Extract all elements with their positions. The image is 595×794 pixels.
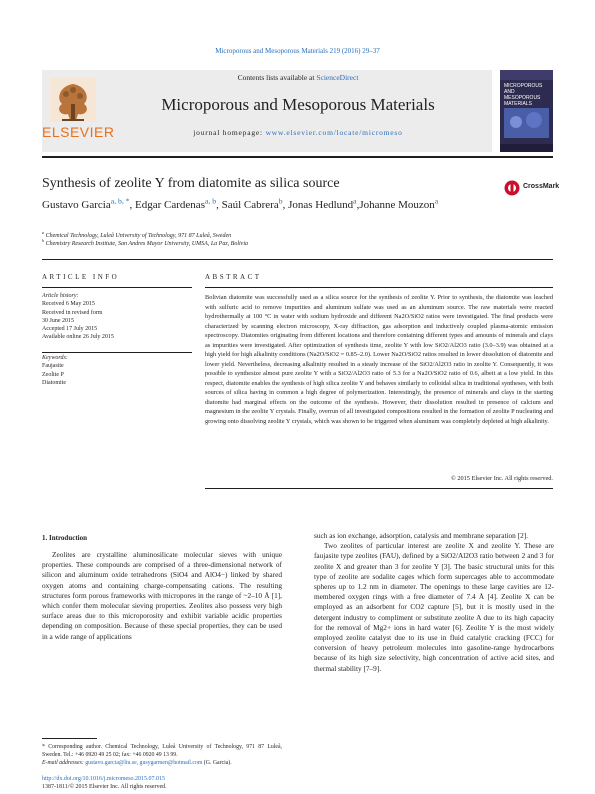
body-paragraph: Two zeolites of particular interest are zeolite X and zeolite Y. These are faujasite type zeolites (FAU), defined by a SiO2/Al2O3 ratio between 2 and 3 for zeolite X and greater than 3 for zeolite Y [3]. The basic structural units for this type of zeolite are sodalite cages which form supercages able to accommodate spheres up to 1.2 nm in diameter. The openings to these large cavities are 12-membered oxygen rings with a free diameter of 7.4 Å [4]. Zeolite X can be employed as an adsorbent for CO2 capture [5], but it is mostly used in the detergent industry to compliment or substitute zeolite A due to its high capacity for the removal of Mg2+ ions in hard water [6]. Zeolite Y is the most widely employed zeolite catalyst due to its use in fluid catalytic cracking (FCC) for conversion of heavy petroleum molecules into gasoline-range hydrocarbons because of its high size selectivity, high concentration of active acid sites, and thermal stability [7–9]. [314, 541, 554, 673]
abstract-end-rule [205, 488, 553, 489]
author-affiliation-mark[interactable]: a, b [204, 196, 217, 206]
homepage-prefix: journal homepage: [193, 128, 266, 137]
author-affiliation-mark[interactable]: a [434, 196, 439, 206]
body-column-right [314, 531, 554, 674]
email-line [42, 759, 282, 767]
history-line: 30 June 2015 [42, 317, 74, 324]
affiliation-text: Chemical Technology, Luleå University of Technology, 971 87 Luleå, Sweden [45, 233, 232, 239]
affiliation-a [42, 230, 232, 239]
email-suffix: (G. Garcia). [202, 760, 232, 766]
sciencedirect-link[interactable]: ScienceDirect [316, 73, 359, 82]
affiliation-mark: b [42, 238, 45, 243]
history-line: Received 6 May 2015 [42, 301, 95, 308]
cover-title: MICROPOROUS AND MESOPOROUS MATERIALS [504, 83, 543, 107]
history-line: Received in revised form [42, 309, 103, 316]
body-paragraph-continued: such as ion exchange, adsorption, catalysis and membrane separation [2]. [314, 531, 528, 540]
keyword: Faujasite [42, 363, 64, 370]
history-line: Available online 26 July 2015 [42, 334, 114, 341]
abstract-text: Bolivian diatomite was successfully used as a silica source for the synthesis of zeolite Y. Prior to synthesis, the diatomite was leached with sulfuric acid to remove impurities and aluminum sulfate was used as an aluminum source. The raw materials were reacted hydrothermally at 100 °C in water with sodium hydroxide and different Na2O/SiO2 ratios were investigated. The final products were characterized by scanning electron microscopy, X-ray diffraction, gas adsorption and inductively coupled plasma-atomic emission spectroscopy. Diatomites originating from different locations and therefore containing different types and amounts of minerals and clays as impurities were investigated. After optimization of synthesis time, zeolite Y with low SiO2/Al2O3 ratio (3.0–3.9) was obtained at a high yield for high alkalinity conditions (Na2O/SiO2 = 0.85–2.0). Lower Na2O/SiO2 ratios resulted in lower dissolution of diatomite and lower yield. Nevertheless, decreasing alkalinity resulted in a steady increase of the SiO2/Al2O3 ratio in zeolite Y. Consequently, it was possible to synthesize almost pure zeolite Y with a SiO2/Al2O3 ratio of 5.3 for a Na2O/SiO2 ratio of 0.6, albeit at a low yield. In this respect, diatomite enables the synthesis of high silica zeolite Y and behaves similarly to colloidal silica in traditional syntheses, with both sources of silica having in common a high degree of polymerization. Interestingly, the presence of minerals and clays in the starting diatomite had marginal effects on the outcome of the synthesis. However, their dissolution resulted in presence of calcium and magnesium in the zeolite Y crystals. Finally, overrun of all investigated compositions resulted in the formation of zeolite P nucleating and growing onto dissolving zeolite Y crystals, which was shown to be triggered when aluminum was completely depleted at high alkalinity. [205, 294, 553, 425]
author-affiliation-mark[interactable]: a, b, * [110, 196, 130, 206]
footnote-rule [42, 738, 97, 739]
crossmark-icon [504, 180, 520, 196]
author-separator: , [356, 199, 360, 211]
footnote [42, 743, 282, 767]
keywords [42, 354, 192, 387]
article-history [42, 292, 192, 342]
author-separator: , [282, 199, 289, 211]
keywords-label: Keywords: [42, 355, 68, 361]
issn-line: 1387-1811/© 2015 Elsevier Inc. All rights reserved. [42, 784, 167, 790]
author-name: Johanne Mouzon [359, 199, 435, 211]
email-links[interactable]: gustavo.garcia@ltu.se, gusygarmen@hotmail.com [85, 760, 203, 766]
affiliation-b [42, 238, 249, 247]
author-name: Gustavo Garcia [42, 199, 111, 211]
contents-prefix: Contents lists available at [237, 73, 317, 82]
keyword: Zeolite P [42, 371, 64, 378]
keywords-rule [42, 352, 192, 353]
history-line: Accepted 17 July 2015 [42, 326, 98, 333]
affiliation-text: Chemistry Research Institute, San Andres Mayor University, UMSA, La Paz, Bolivia [45, 241, 249, 247]
article-info-rule [42, 287, 192, 288]
author-affiliation-mark[interactable]: b [278, 196, 283, 206]
email-label: E-mail addresses: [42, 760, 84, 766]
author-separator: , [216, 199, 222, 211]
history-label: Article history: [42, 293, 79, 299]
crossmark-badge[interactable] [504, 178, 560, 200]
author-name: Edgar Cardenas [135, 199, 205, 211]
journal-reference[interactable]: Microporous and Mesoporous Materials 219 (2016) 29–37 [215, 47, 380, 55]
journal-homepage [104, 128, 492, 137]
author-name: Jonas Hedlund [288, 199, 354, 211]
article-info-heading: ARTICLE INFO [42, 273, 120, 281]
journal-title: Microporous and Mesoporous Materials [161, 95, 435, 114]
keyword: Diatomite [42, 379, 66, 386]
section-divider [42, 259, 553, 260]
affiliation-mark: a [42, 230, 45, 235]
header-divider [42, 156, 553, 158]
section-heading-introduction: 1. Introduction [42, 534, 87, 542]
elsevier-wordmark: ELSEVIER [42, 124, 115, 140]
homepage-link[interactable]: www.elsevier.com/locate/micromeso [265, 128, 403, 137]
author-name: Saúl Cabrera [221, 199, 279, 211]
abstract-rule [205, 287, 553, 288]
author-separator: , [129, 199, 136, 211]
abstract-copyright: © 2015 Elsevier Inc. All rights reserved. [450, 475, 553, 482]
paper-title: Synthesis of zeolite Y from diatomite as silica source [42, 176, 340, 191]
abstract-heading: ABSTRACT [205, 273, 262, 281]
body-paragraph: Zeolites are crystalline aluminosilicate molecular sieves with unique properties. These compounds are comprised of a three-dimensional network of silicon and aluminum oxide tetrahedrons (SiO4 and AlO4−) linked by shared oxygen atoms and containing charge-compensating cations. The resulting structures form porous frameworks with micropores in the range of ~2–10 Å [1], which confer them molecular sieving properties. Zeolites also possess very high surface areas due to this microporosity and exhibit variable acidic properties depending on composition. Because of these special properties, they can be used in a wide range of applications [42, 550, 282, 641]
doi-link[interactable]: http://dx.doi.org/10.1016/j.micromeso.2015.07.015 [42, 776, 166, 782]
author-affiliation-mark[interactable]: a [353, 196, 357, 206]
contents-line [104, 73, 492, 82]
crossmark-label: CrossMark [523, 183, 560, 190]
author-list [42, 198, 502, 212]
body-column-left [42, 550, 282, 642]
corresponding-author-note: * Corresponding author. Chemical Technology, Luleå University of Technology, 971 87 Luleå, Sweden. Tel.: +46 0920 49 25 02; fax: +46 0920 49 13 99. [42, 744, 282, 758]
